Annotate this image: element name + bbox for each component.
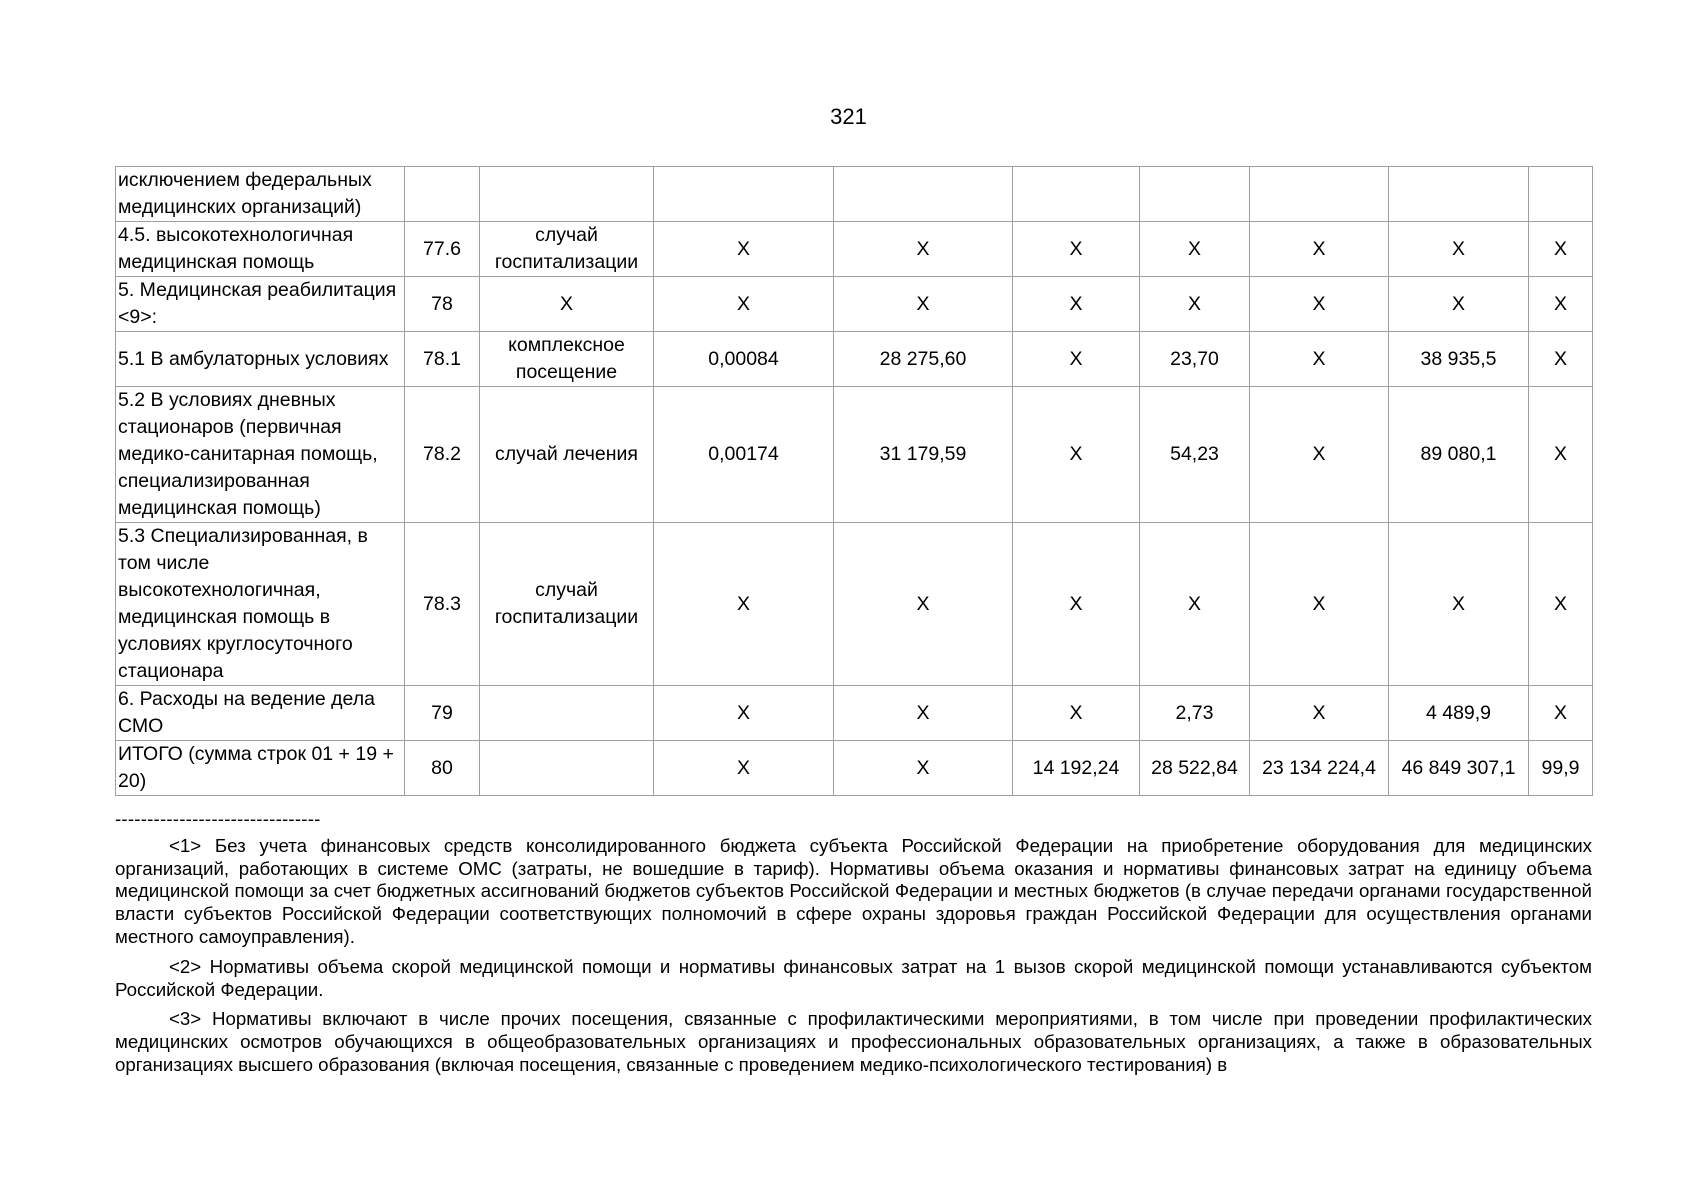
- row-label-cell: 5.2 В условиях дневных стационаров (первичная медико-санитарная помощь, специализированная медицинская помощь): [116, 387, 405, 523]
- table-cell: X: [654, 222, 834, 277]
- table-cell: 0,00084: [654, 332, 834, 387]
- table-cell: 77.6: [405, 222, 480, 277]
- footnote-2: <2> Нормативы объема скорой медицинской помощи и нормативы финансовых затрат на 1 вызов скорой медицинской помощи устанавливаются субъектом Российской Федерации.: [115, 955, 1592, 1000]
- table-cell: X: [1250, 222, 1389, 277]
- table-cell: [834, 167, 1013, 222]
- table-cell: X: [1013, 387, 1140, 523]
- table-cell: X: [1250, 686, 1389, 741]
- table-cell: X: [1013, 332, 1140, 387]
- footnote-3: <3> Нормативы включают в числе прочих посещения, связанные с профилактическими мероприятиями, в том числе при проведении профилактических медицинских осмотров обучающихся в общеобразовательных организациях и профессиональных образовательных организациях, а также в образовательных организациях высшего образования (включая посещения, связанные с проведением медико-психологического тестирования) в: [115, 1008, 1592, 1075]
- table-cell: X: [1529, 222, 1593, 277]
- table-cell: [405, 167, 480, 222]
- table-row: [116, 741, 1593, 796]
- table-cell: 23 134 224,4: [1250, 741, 1389, 796]
- table-cell: 80: [405, 741, 480, 796]
- table-row: [116, 332, 1593, 387]
- table-cell: [1013, 167, 1140, 222]
- table-cell: X: [1529, 387, 1593, 523]
- table-cell: 38 935,5: [1389, 332, 1529, 387]
- table-cell: 78: [405, 277, 480, 332]
- table-cell: [480, 686, 654, 741]
- table-cell: X: [1389, 222, 1529, 277]
- table-cell: 2,73: [1140, 686, 1250, 741]
- row-label-cell: ИТОГО (сумма строк 01 + 19 + 20): [116, 741, 405, 796]
- table-cell: 31 179,59: [834, 387, 1013, 523]
- table-cell: X: [1140, 523, 1250, 686]
- table-cell: 99,9: [1529, 741, 1593, 796]
- row-label-cell: исключением федеральных медицинских организаций): [116, 167, 405, 222]
- row-label-cell: 5.1 В амбулаторных условиях: [116, 332, 405, 387]
- table-cell: 54,23: [1140, 387, 1250, 523]
- table-cell: X: [834, 741, 1013, 796]
- table-cell: X: [1389, 523, 1529, 686]
- table-cell: X: [1140, 222, 1250, 277]
- table-cell: X: [1013, 277, 1140, 332]
- table-cell: X: [834, 277, 1013, 332]
- table-row: [116, 167, 1593, 222]
- row-label-cell: 5.3 Специализированная, в том числе высокотехнологичная, медицинская помощь в условиях круглосуточного стационара: [116, 523, 405, 686]
- table-cell: X: [654, 277, 834, 332]
- table-cell: 78.2: [405, 387, 480, 523]
- table-cell: 89 080,1: [1389, 387, 1529, 523]
- table-cell: X: [1389, 277, 1529, 332]
- table-cell: X: [1250, 332, 1389, 387]
- table-cell: 23,70: [1140, 332, 1250, 387]
- table-cell: X: [1529, 686, 1593, 741]
- page-number: 321: [830, 104, 867, 129]
- table-cell: [1140, 167, 1250, 222]
- table-cell: 14 192,24: [1013, 741, 1140, 796]
- table-cell: [1250, 167, 1389, 222]
- table-cell: X: [1529, 277, 1593, 332]
- table-cell: случай госпитализации: [480, 222, 654, 277]
- table-cell: 28 275,60: [834, 332, 1013, 387]
- table-cell: 28 522,84: [1140, 741, 1250, 796]
- table-cell: комплексное посещение: [480, 332, 654, 387]
- table-cell: X: [1529, 332, 1593, 387]
- footnote-1: <1> Без учета финансовых средств консолидированного бюджета субъекта Российской Федерации на приобретение оборудования для медицинских организаций, работающих в системе ОМС (затраты, не вошедшие в тариф). Нормативы объема оказания и нормативы финансовых затрат на единицу объема медицинской помощи за счет бюджетных ассигнований бюджетов субъектов Российской Федерации и местных бюджетов (в случае передачи органами государственной власти субъектов Российской Федерации соответствующих полномочий в сфере охраны здоровья граждан Российской Федерации для осуществления органами местного самоуправления).: [115, 834, 1592, 947]
- table-cell: X: [834, 686, 1013, 741]
- table-cell: [1389, 167, 1529, 222]
- footnote-separator: --------------------------------: [115, 808, 321, 829]
- table-cell: 79: [405, 686, 480, 741]
- data-table: [115, 166, 1593, 796]
- table-cell: 46 849 307,1: [1389, 741, 1529, 796]
- table-cell: [480, 167, 654, 222]
- table-cell: X: [834, 222, 1013, 277]
- table-cell: [480, 741, 654, 796]
- table-body: [116, 167, 1593, 796]
- table-cell: X: [1250, 387, 1389, 523]
- table-cell: X: [1013, 222, 1140, 277]
- table-cell: 78.1: [405, 332, 480, 387]
- table-cell: 78.3: [405, 523, 480, 686]
- table-cell: X: [654, 686, 834, 741]
- table-cell: X: [1013, 523, 1140, 686]
- table-cell: X: [1529, 523, 1593, 686]
- table-cell: X: [654, 523, 834, 686]
- table-cell: 4 489,9: [1389, 686, 1529, 741]
- table-row: [116, 686, 1593, 741]
- table-cell: X: [1140, 277, 1250, 332]
- table-row: [116, 523, 1593, 686]
- table-cell: [1529, 167, 1593, 222]
- table-cell: X: [1013, 686, 1140, 741]
- table-cell: 0,00174: [654, 387, 834, 523]
- table-cell: X: [480, 277, 654, 332]
- table-row: [116, 387, 1593, 523]
- row-label-cell: 5. Медицинская реабилитация <9>:: [116, 277, 405, 332]
- table-cell: X: [654, 741, 834, 796]
- table-row: [116, 277, 1593, 332]
- table-cell: X: [1250, 277, 1389, 332]
- table-cell: случай госпитализации: [480, 523, 654, 686]
- row-label-cell: 4.5. высокотехнологичная медицинская помощь: [116, 222, 405, 277]
- table-cell: X: [1250, 523, 1389, 686]
- table-cell: X: [834, 523, 1013, 686]
- footnotes: [115, 808, 1592, 1084]
- row-label-cell: 6. Расходы на ведение дела СМО: [116, 686, 405, 741]
- table-row: [116, 222, 1593, 277]
- table-cell: [654, 167, 834, 222]
- table-cell: случай лечения: [480, 387, 654, 523]
